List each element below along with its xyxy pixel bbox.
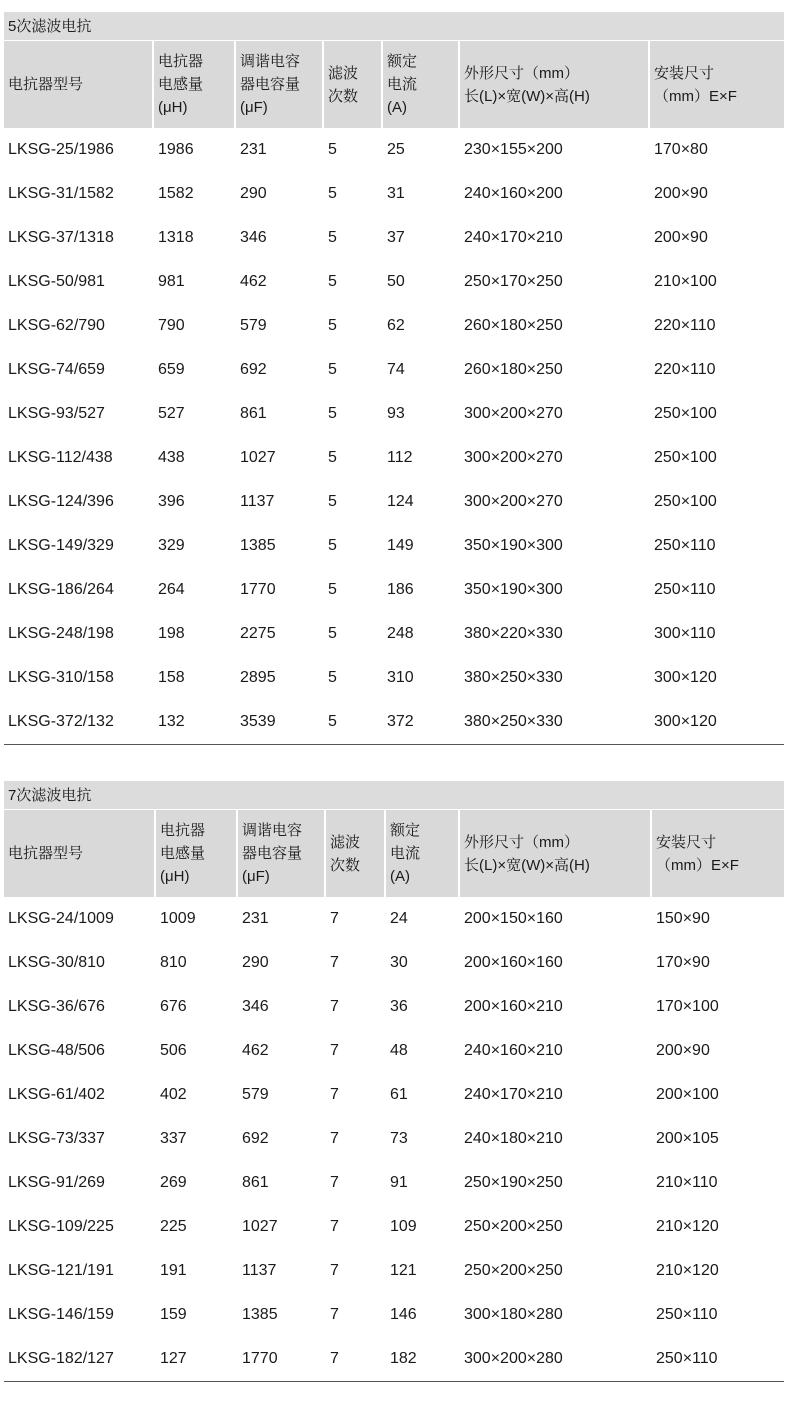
- header-text: 电抗器: [160, 822, 206, 839]
- table-row: [4, 304, 784, 348]
- current-cell: 61: [390, 1086, 408, 1103]
- header-text: 安装尺寸: [654, 64, 715, 82]
- header-label: [654, 62, 737, 108]
- current-cell: 112: [387, 449, 413, 466]
- order-cell: 5: [328, 229, 337, 246]
- order-cell: 5: [328, 185, 337, 202]
- table-row: [4, 260, 784, 304]
- order-cell: 7: [330, 954, 339, 971]
- header-text: 滤波: [330, 833, 361, 851]
- order-cell: 5: [328, 625, 337, 642]
- header-text: (μF): [242, 868, 270, 885]
- capacitance-cell: 1770: [240, 581, 276, 598]
- header-text: 电抗器型号: [8, 76, 84, 93]
- header-order: [326, 810, 386, 897]
- table-header: [4, 41, 784, 128]
- header-label: [240, 50, 300, 119]
- current-cell: 248: [387, 625, 414, 642]
- header-dimensions: [460, 41, 650, 128]
- capacitance-cell: 861: [240, 405, 267, 422]
- inductance-cell: 790: [158, 317, 185, 334]
- model-cell: LKSG-36/676: [8, 998, 105, 1015]
- inductance-cell: 127: [160, 1350, 187, 1367]
- current-cell: 31: [387, 185, 405, 202]
- table-body: [4, 128, 784, 744]
- mounting-cell: 210×100: [654, 273, 717, 290]
- order-cell: 7: [330, 1306, 339, 1323]
- header-text: 电流: [390, 845, 421, 862]
- model-cell: LKSG-182/127: [8, 1350, 114, 1367]
- inductance-cell: 198: [158, 625, 185, 642]
- table-5th-harmonic: [4, 12, 784, 745]
- order-cell: 5: [328, 317, 337, 334]
- dimensions-cell: 300×200×270: [464, 405, 563, 422]
- mounting-cell: 250×110: [656, 1306, 718, 1323]
- model-cell: LKSG-73/337: [8, 1130, 105, 1147]
- current-cell: 93: [387, 405, 405, 422]
- capacitance-cell: 290: [242, 954, 269, 971]
- model-cell: LKSG-112/438: [8, 449, 113, 466]
- mounting-cell: 300×110: [654, 625, 716, 642]
- header-text: (A): [390, 868, 410, 885]
- header-mounting: [650, 41, 784, 128]
- capacitance-cell: 1027: [242, 1218, 278, 1235]
- current-cell: 121: [390, 1262, 417, 1279]
- current-cell: 109: [390, 1218, 417, 1235]
- capacitance-cell: 346: [240, 229, 267, 246]
- model-cell: LKSG-74/659: [8, 361, 105, 378]
- model-cell: LKSG-30/810: [8, 954, 105, 971]
- dimensions-cell: 300×200×270: [464, 449, 563, 466]
- current-cell: 186: [387, 581, 414, 598]
- mounting-cell: 250×110: [654, 581, 716, 598]
- capacitance-cell: 1385: [240, 537, 276, 554]
- model-cell: LKSG-372/132: [8, 713, 114, 730]
- inductance-cell: 527: [158, 405, 185, 422]
- header-text: 额定: [390, 822, 421, 839]
- current-cell: 50: [387, 273, 405, 290]
- header-text: （mm）E×F: [654, 87, 737, 105]
- table-row: [4, 700, 784, 744]
- dimensions-cell: 250×190×250: [464, 1174, 563, 1191]
- model-cell: LKSG-121/191: [8, 1262, 114, 1279]
- table-row: [4, 392, 784, 436]
- model-cell: LKSG-248/198: [8, 625, 114, 642]
- inductance-cell: 132: [158, 713, 185, 730]
- capacitance-cell: 2895: [240, 669, 276, 686]
- capacitance-cell: 1385: [242, 1306, 278, 1323]
- capacitance-cell: 231: [242, 910, 269, 927]
- table-row: [4, 656, 784, 700]
- header-text: (A): [387, 99, 407, 116]
- capacitance-cell: 1027: [240, 449, 276, 466]
- capacitance-cell: 3539: [240, 713, 276, 730]
- header-inductance: [156, 810, 238, 897]
- model-cell: LKSG-124/396: [8, 493, 114, 510]
- header-text: 外形尺寸（mm）: [464, 833, 579, 851]
- table-row: [4, 480, 784, 524]
- table-bottom-rule: [4, 1381, 784, 1382]
- order-cell: 5: [328, 405, 337, 422]
- table-body: [4, 897, 784, 1381]
- inductance-cell: 158: [158, 669, 185, 686]
- model-cell: LKSG-25/1986: [8, 141, 114, 158]
- order-cell: 5: [328, 449, 337, 466]
- header-label: [8, 73, 83, 96]
- table-row: [4, 524, 784, 568]
- table-row: [4, 941, 784, 985]
- table-7th-harmonic: [4, 781, 784, 1382]
- mounting-cell: 200×90: [656, 1042, 710, 1059]
- header-current: [386, 810, 460, 897]
- header-text: 调谐电容: [242, 822, 303, 839]
- header-text: （mm）E×F: [656, 856, 739, 874]
- order-cell: 7: [330, 1042, 339, 1059]
- header-text: 调谐电容: [240, 53, 301, 70]
- mounting-cell: 200×90: [654, 185, 708, 202]
- inductance-cell: 402: [160, 1086, 187, 1103]
- model-cell: LKSG-31/1582: [8, 185, 114, 202]
- table-row: [4, 1293, 784, 1337]
- header-text: 长(L)×宽(W)×高(H): [464, 856, 590, 874]
- inductance-cell: 981: [158, 273, 185, 290]
- inductance-cell: 191: [160, 1262, 187, 1279]
- dimensions-cell: 240×160×200: [464, 185, 563, 202]
- current-cell: 30: [390, 954, 408, 971]
- capacitance-cell: 2275: [240, 625, 276, 642]
- order-cell: 5: [328, 537, 337, 554]
- dimensions-cell: 250×170×250: [464, 273, 563, 290]
- header-text: 额定: [387, 53, 418, 70]
- inductance-cell: 159: [160, 1306, 187, 1323]
- section-title: 7次滤波电抗: [4, 781, 784, 810]
- current-cell: 91: [390, 1174, 408, 1191]
- header-text: (μH): [158, 99, 188, 116]
- order-cell: 7: [330, 998, 339, 1015]
- capacitance-cell: 692: [240, 361, 267, 378]
- dimensions-cell: 260×180×250: [464, 317, 563, 334]
- model-cell: LKSG-109/225: [8, 1218, 114, 1235]
- mounting-cell: 250×100: [654, 493, 717, 510]
- header-text: 长(L)×宽(W)×高(H): [464, 87, 590, 105]
- current-cell: 36: [390, 998, 408, 1015]
- dimensions-cell: 200×160×160: [464, 954, 563, 971]
- capacitance-cell: 462: [240, 273, 267, 290]
- dimensions-cell: 380×250×330: [464, 669, 563, 686]
- table-row: [4, 128, 784, 172]
- capacitance-cell: 231: [240, 141, 267, 158]
- table-row: [4, 568, 784, 612]
- header-label: [330, 831, 360, 877]
- current-cell: 372: [387, 713, 414, 730]
- dimensions-cell: 250×200×250: [464, 1262, 563, 1279]
- table-row: [4, 1073, 784, 1117]
- order-cell: 5: [328, 273, 337, 290]
- mounting-cell: 210×110: [656, 1174, 718, 1191]
- model-cell: LKSG-50/981: [8, 273, 105, 290]
- table-row: [4, 1029, 784, 1073]
- current-cell: 146: [390, 1306, 417, 1323]
- mounting-cell: 200×105: [656, 1130, 719, 1147]
- header-label: [390, 819, 420, 888]
- table-row: [4, 1161, 784, 1205]
- model-cell: LKSG-149/329: [8, 537, 114, 554]
- capacitance-cell: 861: [242, 1174, 269, 1191]
- current-cell: 124: [387, 493, 414, 510]
- current-cell: 37: [387, 229, 405, 246]
- current-cell: 25: [387, 141, 405, 158]
- order-cell: 5: [328, 361, 337, 378]
- model-cell: LKSG-62/790: [8, 317, 105, 334]
- order-cell: 7: [330, 1350, 339, 1367]
- inductance-cell: 676: [160, 998, 187, 1015]
- header-text: 次数: [328, 87, 359, 105]
- mounting-cell: 250×110: [656, 1350, 718, 1367]
- inductance-cell: 1986: [158, 141, 194, 158]
- current-cell: 48: [390, 1042, 408, 1059]
- header-text: 电感量: [158, 76, 204, 93]
- mounting-cell: 220×110: [654, 317, 716, 334]
- table-row: [4, 612, 784, 656]
- header-current: [383, 41, 460, 128]
- header-capacitance: [238, 810, 326, 897]
- header-text: 次数: [330, 856, 361, 874]
- dimensions-cell: 380×220×330: [464, 625, 563, 642]
- capacitance-cell: 346: [242, 998, 269, 1015]
- table-row: [4, 348, 784, 392]
- capacitance-cell: 1137: [242, 1262, 277, 1279]
- current-cell: 24: [390, 910, 408, 927]
- inductance-cell: 337: [160, 1130, 187, 1147]
- inductance-cell: 396: [158, 493, 185, 510]
- model-cell: LKSG-91/269: [8, 1174, 105, 1191]
- mounting-cell: 220×110: [654, 361, 716, 378]
- mounting-cell: 170×90: [656, 954, 710, 971]
- header-text: 电抗器型号: [8, 845, 84, 862]
- table-row: [4, 985, 784, 1029]
- dimensions-cell: 240×170×210: [464, 1086, 563, 1103]
- order-cell: 7: [330, 1086, 339, 1103]
- order-cell: 7: [330, 1218, 339, 1235]
- order-cell: 5: [328, 493, 337, 510]
- header-order: [324, 41, 383, 128]
- header-text: 器电容量: [240, 76, 301, 93]
- order-cell: 7: [330, 1174, 339, 1191]
- mounting-cell: 170×100: [656, 998, 719, 1015]
- header-label: [656, 831, 739, 877]
- mounting-cell: 200×100: [656, 1086, 719, 1103]
- current-cell: 74: [387, 361, 405, 378]
- mounting-cell: 170×80: [654, 141, 708, 158]
- model-cell: LKSG-93/527: [8, 405, 105, 422]
- current-cell: 149: [387, 537, 414, 554]
- inductance-cell: 438: [158, 449, 185, 466]
- table-row: [4, 436, 784, 480]
- model-cell: LKSG-186/264: [8, 581, 114, 598]
- dimensions-cell: 300×200×280: [464, 1350, 563, 1367]
- inductance-cell: 506: [160, 1042, 187, 1059]
- current-cell: 62: [387, 317, 405, 334]
- inductance-cell: 269: [160, 1174, 187, 1191]
- dimensions-cell: 250×200×250: [464, 1218, 563, 1235]
- dimensions-cell: 200×160×210: [464, 998, 563, 1015]
- inductance-cell: 810: [160, 954, 187, 971]
- dimensions-cell: 380×250×330: [464, 713, 563, 730]
- mounting-cell: 210×120: [656, 1218, 719, 1235]
- header-label: [158, 50, 203, 119]
- table-header: [4, 810, 784, 897]
- header-label: [242, 819, 302, 888]
- current-cell: 182: [390, 1350, 417, 1367]
- dimensions-cell: 240×170×210: [464, 229, 563, 246]
- mounting-cell: 210×120: [656, 1262, 719, 1279]
- inductance-cell: 659: [158, 361, 185, 378]
- header-model: [4, 810, 156, 897]
- table-row: [4, 1337, 784, 1381]
- header-dimensions: [460, 810, 652, 897]
- model-cell: LKSG-146/159: [8, 1306, 114, 1323]
- mounting-cell: 300×120: [654, 713, 717, 730]
- dimensions-cell: 260×180×250: [464, 361, 563, 378]
- header-label: [464, 62, 590, 108]
- capacitance-cell: 579: [242, 1086, 269, 1103]
- inductance-cell: 1582: [158, 185, 194, 202]
- table-row: [4, 897, 784, 941]
- mounting-cell: 200×90: [654, 229, 708, 246]
- header-inductance: [154, 41, 236, 128]
- mounting-cell: 300×120: [654, 669, 717, 686]
- header-text: (μF): [240, 99, 268, 116]
- order-cell: 5: [328, 713, 337, 730]
- mounting-cell: 250×100: [654, 449, 717, 466]
- order-cell: 7: [330, 1262, 339, 1279]
- mounting-cell: 150×90: [656, 910, 710, 927]
- order-cell: 7: [330, 910, 339, 927]
- model-cell: LKSG-310/158: [8, 669, 114, 686]
- header-mounting: [652, 810, 784, 897]
- header-text: 安装尺寸: [656, 833, 717, 851]
- model-cell: LKSG-48/506: [8, 1042, 105, 1059]
- header-capacitance: [236, 41, 324, 128]
- dimensions-cell: 200×150×160: [464, 910, 563, 927]
- inductance-cell: 329: [158, 537, 185, 554]
- table-row: [4, 216, 784, 260]
- table-row: [4, 1117, 784, 1161]
- dimensions-cell: 300×200×270: [464, 493, 563, 510]
- capacitance-cell: 579: [240, 317, 267, 334]
- order-cell: 5: [328, 581, 337, 598]
- header-label: [464, 831, 590, 877]
- section-title: 5次滤波电抗: [4, 12, 784, 41]
- capacitance-cell: 1770: [242, 1350, 278, 1367]
- header-model: [4, 41, 154, 128]
- header-text: 器电容量: [242, 845, 303, 862]
- header-text: 电抗器: [158, 53, 204, 70]
- mounting-cell: 250×100: [654, 405, 717, 422]
- header-text: (μH): [160, 868, 190, 885]
- model-cell: LKSG-61/402: [8, 1086, 105, 1103]
- capacitance-cell: 462: [242, 1042, 269, 1059]
- dimensions-cell: 350×190×300: [464, 537, 563, 554]
- table-bottom-rule: [4, 744, 784, 745]
- mounting-cell: 250×110: [654, 537, 716, 554]
- table-row: [4, 1205, 784, 1249]
- header-text: 电流: [387, 76, 418, 93]
- dimensions-cell: 240×160×210: [464, 1042, 563, 1059]
- inductance-cell: 264: [158, 581, 185, 598]
- order-cell: 7: [330, 1130, 339, 1147]
- table-row: [4, 1249, 784, 1293]
- inductance-cell: 1009: [160, 910, 196, 927]
- inductance-cell: 225: [160, 1218, 187, 1235]
- dimensions-cell: 300×180×280: [464, 1306, 563, 1323]
- current-cell: 73: [390, 1130, 408, 1147]
- dimensions-cell: 240×180×210: [464, 1130, 563, 1147]
- header-label: [328, 62, 358, 108]
- header-label: [8, 842, 83, 865]
- order-cell: 5: [328, 141, 337, 158]
- current-cell: 310: [387, 669, 414, 686]
- header-text: 电感量: [160, 845, 206, 862]
- capacitance-cell: 1137: [240, 493, 275, 510]
- table-row: [4, 172, 784, 216]
- header-text: 外形尺寸（mm）: [464, 64, 579, 82]
- header-label: [160, 819, 205, 888]
- model-cell: LKSG-24/1009: [8, 910, 114, 927]
- inductance-cell: 1318: [158, 229, 194, 246]
- dimensions-cell: 230×155×200: [464, 141, 563, 158]
- dimensions-cell: 350×190×300: [464, 581, 563, 598]
- capacitance-cell: 290: [240, 185, 267, 202]
- order-cell: 5: [328, 669, 337, 686]
- header-text: 滤波: [328, 64, 359, 82]
- capacitance-cell: 692: [242, 1130, 269, 1147]
- header-label: [387, 50, 417, 119]
- model-cell: LKSG-37/1318: [8, 229, 114, 246]
